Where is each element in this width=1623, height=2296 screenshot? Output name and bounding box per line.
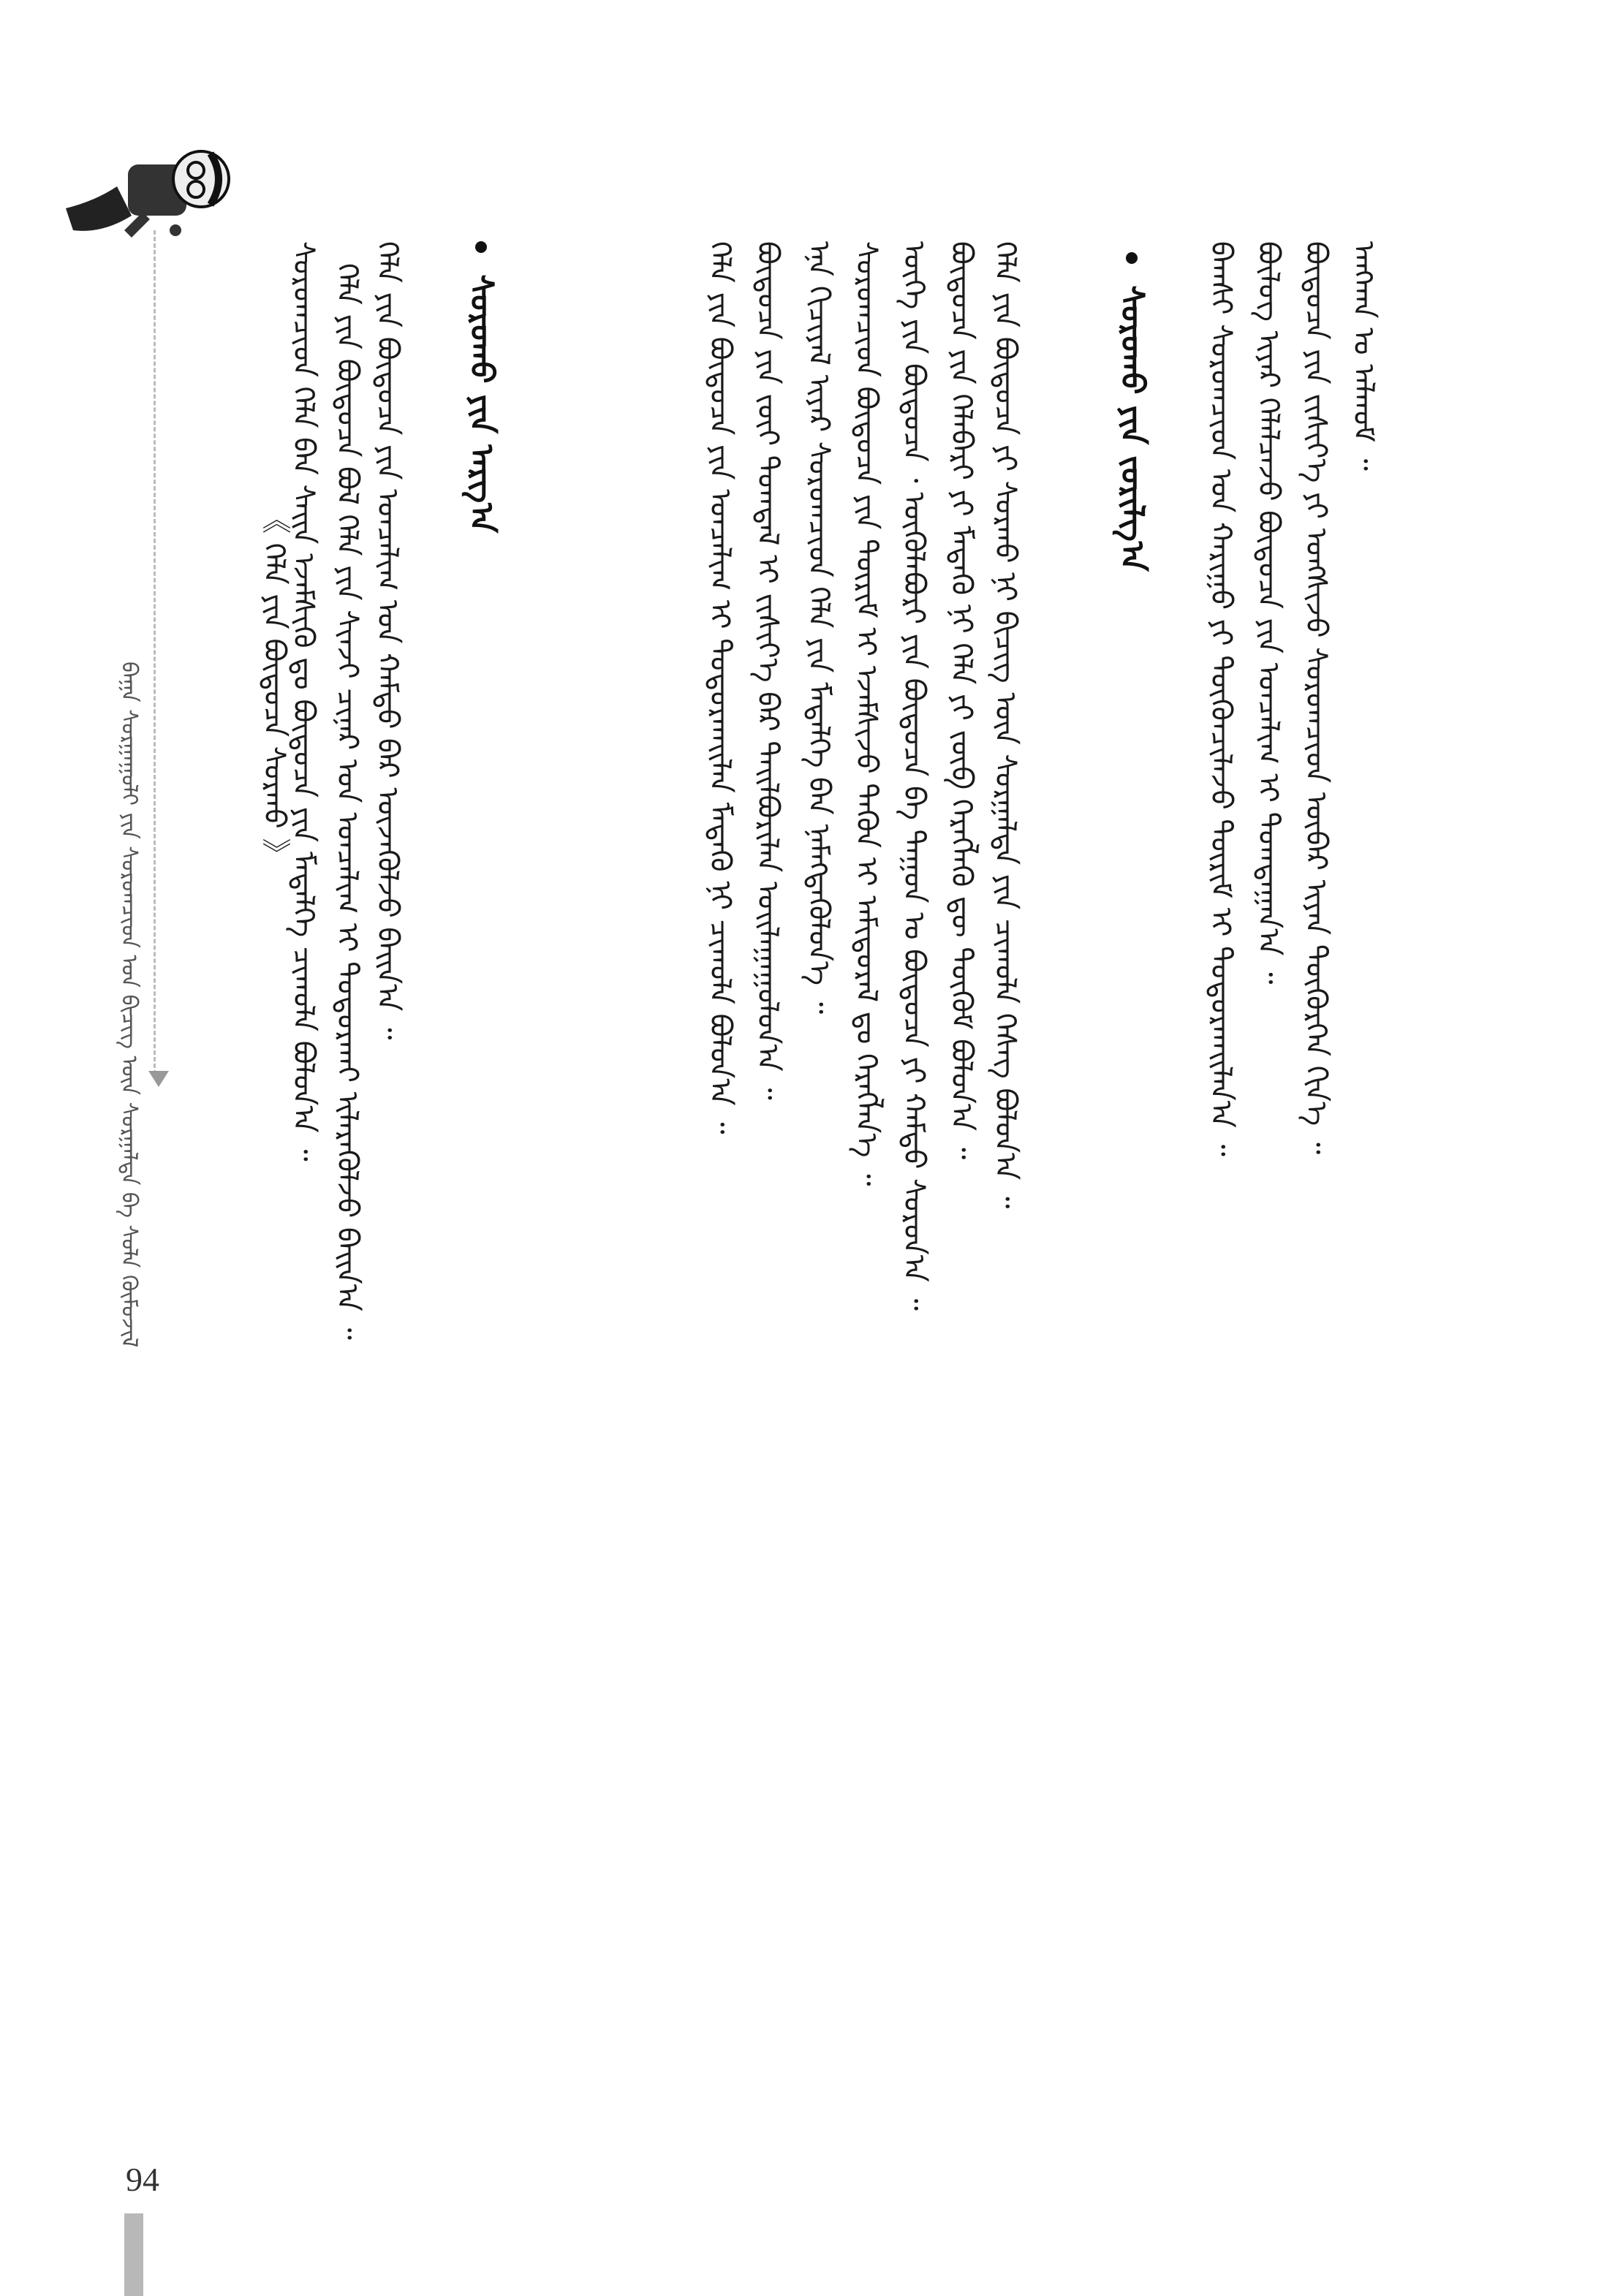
section1-line-5: ᠡᠨᠡ ᠬᠢᠴᠢᠶᠡᠯ ᠢᠶᠡᠷ ᠰᠤᠷᠤᠭᠴᠢᠳ ᠬᠡᠯᠡ ᠶᠢᠨ ᠮᠡᠳᠡᠯᠭᠡ ᠪᠡᠨ ᠨᠡᠮᠡᠭᠳᠡᠭᠦᠯᠦᠨ᠎ᠡ ᠃	[802, 241, 836, 1015]
section-heading-method	[453, 241, 510, 592]
bullet-icon	[475, 241, 487, 253]
arrow-marker-icon	[148, 1071, 169, 1087]
section1-line-2: ᠪᠦᠲᠦᠴᠡ ᠶᠢᠨ ᠬᠡᠯᠡᠪᠡᠷᠢ ᠶᠢ ᠮᠡᠳᠡᠬᠦ ᠨᠢ ᠬᠡᠯᠡ ᠶᠢ ᠵᠥᠪ ᠬᠡᠷᠡᠭᠯᠡᠬᠦ ᠳᠦ ᠳᠥᠭᠥᠮ ᠪᠣᠯᠤᠨ᠎ᠠ ᠃	[945, 241, 978, 1160]
section2-heading-text: ᠰᠤᠷᠤᠬᠤ ᠶᠢᠨ ᠠᠷᠭ᠎ᠠ	[463, 274, 500, 534]
section-heading-purpose	[1104, 252, 1160, 572]
bullet-icon	[1126, 252, 1138, 264]
section2-line-4: ᠪᠠᠭᠰᠢ ᠰᠤᠷᠤᠭᠴᠢᠳ ᠤᠨ ᠬᠠᠷᠢᠭᠤ ᠶᠢ ᠳᠦᠭᠦᠨᠴᠢᠯᠡᠵᠦ ᠳᠦᠷᠢᠮ ᠢ ᠲᠣᠳᠣᠷᠬᠠᠢᠯᠠᠨ᠎ᠠ ᠃	[1204, 241, 1238, 1156]
running-header: ᠪᠠᠭᠠ ᠰᠤᠷᠭᠠᠭᠤᠯᠢ ᠶᠢᠨ ᠰᠤᠷᠤᠭᠴᠢᠳ ᠤᠨ ᠪᠢᠴᠢᠭ ᠦᠨ ᠰᠤᠷᠭᠠᠯᠲᠠ ᠪᠠ ᠰᠤᠯᠠ ᠬᠦᠮᠦᠵᠢᠯ	[116, 662, 142, 1348]
section1-line-4: ᠰᠤᠷᠤᠭᠴᠢᠳ ᠪᠦᠲᠦᠴᠡ ᠶᠢᠨ ᠳᠦᠷᠢᠮ ᠢ ᠡᠵᠡᠮᠰᠢᠵᠦ ᠲᠡᠭᠦᠨ ᠢ ᠠᠮᠢᠳᠤᠷᠠᠯ ᠳᠤ ᠬᠡᠷᠡᠭᠯᠡᠨ᠎ᠡ ᠃	[850, 241, 883, 1186]
intro-line-1: ᠬᠡᠯᠡ ᠶᠢᠨ ᠪᠦᠲᠦᠴᠡ ᠶᠢᠨ ᠣᠨᠴᠠᠯᠢᠭ ᠤᠨ ᠬᠠᠮᠲᠤ ᠪᠠᠷ ᠦᠵᠡᠭᠦᠯᠵᠦ ᠪᠠᠢᠨ᠎ᠠ ᠃	[371, 241, 404, 1040]
mascot-illustration	[66, 135, 227, 238]
section1-line-1: ᠬᠡᠯᠡ ᠶᠢᠨ ᠪᠦᠲᠦᠴᠡ ᠶᠢ ᠰᠤᠷᠬᠤ ᠨᠢ ᠪᠢᠴᠢᠭ ᠦᠨ ᠰᠤᠷᠭᠠᠯᠲᠠ ᠶᠢᠨ ᠴᠢᠬᠤᠯᠠ ᠬᠡᠰᠡᠭ ᠪᠣᠯᠤᠨ᠎ᠠ ᠃	[988, 241, 1022, 1209]
section1-line-3: ᠦᠭᠡ ᠶᠢᠨ ᠪᠦᠲᠦᠴᠡ ᠂ ᠥᠭᠦᠯᠡᠪᠦᠷᠢ ᠶᠢᠨ ᠪᠦᠲᠦᠴᠡ ᠪᠠ ᠳᠠᠭᠤᠨ ᠤ ᠪᠦᠲᠦᠴᠡ ᠶᠢ ᠬᠠᠮᠲᠤ ᠰᠤᠷᠤᠨ᠎ᠠ ᠃	[897, 241, 931, 1311]
section2-line-3: ᠪᠦᠯᠦᠭ ᠢᠶᠡᠷ ᠬᠡᠯᠡᠯᠴᠡᠵᠦ ᠪᠦᠲᠦᠴᠡ ᠶᠢᠨ ᠣᠨᠴᠠᠯᠢᠭ ᠢ ᠲᠣᠭᠲᠠᠭᠠᠨ᠎ᠠ ᠃	[1252, 241, 1285, 985]
intro-line-3: ᠰᠤᠷᠤᠭᠴᠢᠳ ᠬᠡᠯᠡ ᠪᠡᠨ ᠰᠠᠢᠨ ᠡᠵᠡᠮᠰᠢᠬᠦ ᠳᠤ ᠪᠦᠲᠦᠴᠡ ᠶᠢᠨ ᠮᠡᠳᠡᠯᠭᠡ ᠴᠢᠬᠤᠯᠠ ᠪᠣᠯᠤᠨ᠎ᠠ ᠃	[287, 241, 320, 1162]
section1-line-7: ᠬᠡᠯᠡ ᠶᠢᠨ ᠪᠦᠲᠦᠴᠡ ᠶᠢᠨ ᠣᠨᠴᠠᠯᠢᠭ ᠢ ᠲᠣᠳᠣᠷᠬᠠᠢᠯᠠᠨ ᠮᠡᠳᠡᠬᠦ ᠨᠢ ᠴᠢᠬᠤᠯᠠ ᠪᠣᠯᠤᠨ᠎ᠠ ᠃	[703, 241, 737, 1134]
page-edge-tab	[124, 2213, 143, 2296]
intro-line-2: ᠬᠡᠯᠡ ᠶᠢᠨ ᠪᠦᠲᠦᠴᠡ ᠪᠣᠯ ᠬᠡᠯᠡ ᠶᠢᠨ ᠰᠢᠨᠵᠢ ᠴᠢᠨᠠᠷ ᠤᠨ ᠣᠨᠴᠠᠯᠢᠭ ᠢ ᠲᠣᠳᠣᠷᠬᠠᠢ ᠢᠯᠡᠷᠡᠭᠦᠯᠵᠦ ᠪᠠᠢᠨ᠎ᠠ ᠃	[330, 263, 364, 1340]
section2-line-1: ᠠᠩᠬᠠᠨ ᠤ ᠠᠯᠬᠤᠮ ᠃	[1347, 241, 1380, 471]
intro-quote-line: 《 ᠬᠡᠯᠡ ᠶᠢᠨ ᠪᠦᠲᠦᠴᠡ ᠰᠤᠷᠬᠤ 》	[257, 504, 291, 868]
section2-line-2: ᠪᠦᠲᠦᠴᠡ ᠶᠢᠨ ᠵᠢᠱᠢᠶ᠎ᠡ ᠶᠢ ᠤᠩᠰᠢᠵᠤ ᠰᠤᠷᠤᠭᠴᠢᠳ ᠥᠪᠡᠷ ᠢᠶᠡᠨ ᠳᠦᠭᠦᠷᠭᠡᠨ ᠬᠢᠨ᠎ᠡ ᠃	[1299, 241, 1333, 1155]
header-dashed-line	[154, 230, 156, 1075]
page-number: 94	[126, 2161, 159, 2198]
section1-heading-text: ᠰᠤᠷᠤᠬᠤ ᠶᠢᠨ ᠵᠣᠷᠢᠯᠭ᠎ᠠ	[1113, 285, 1151, 572]
section1-line-6: ᠪᠦᠲᠦᠴᠡ ᠶᠢᠨ ᠵᠦᠢ ᠲᠣᠭᠲᠠᠯ ᠢ ᠵᠢᠱᠢᠶ᠎ᠡ ᠪᠡᠷ ᠲᠠᠢᠯᠪᠤᠷᠢᠯᠠᠨ ᠣᠢᠯᠠᠭᠠᠭᠤᠯᠤᠨ᠎ᠠ ᠃	[751, 241, 784, 1100]
